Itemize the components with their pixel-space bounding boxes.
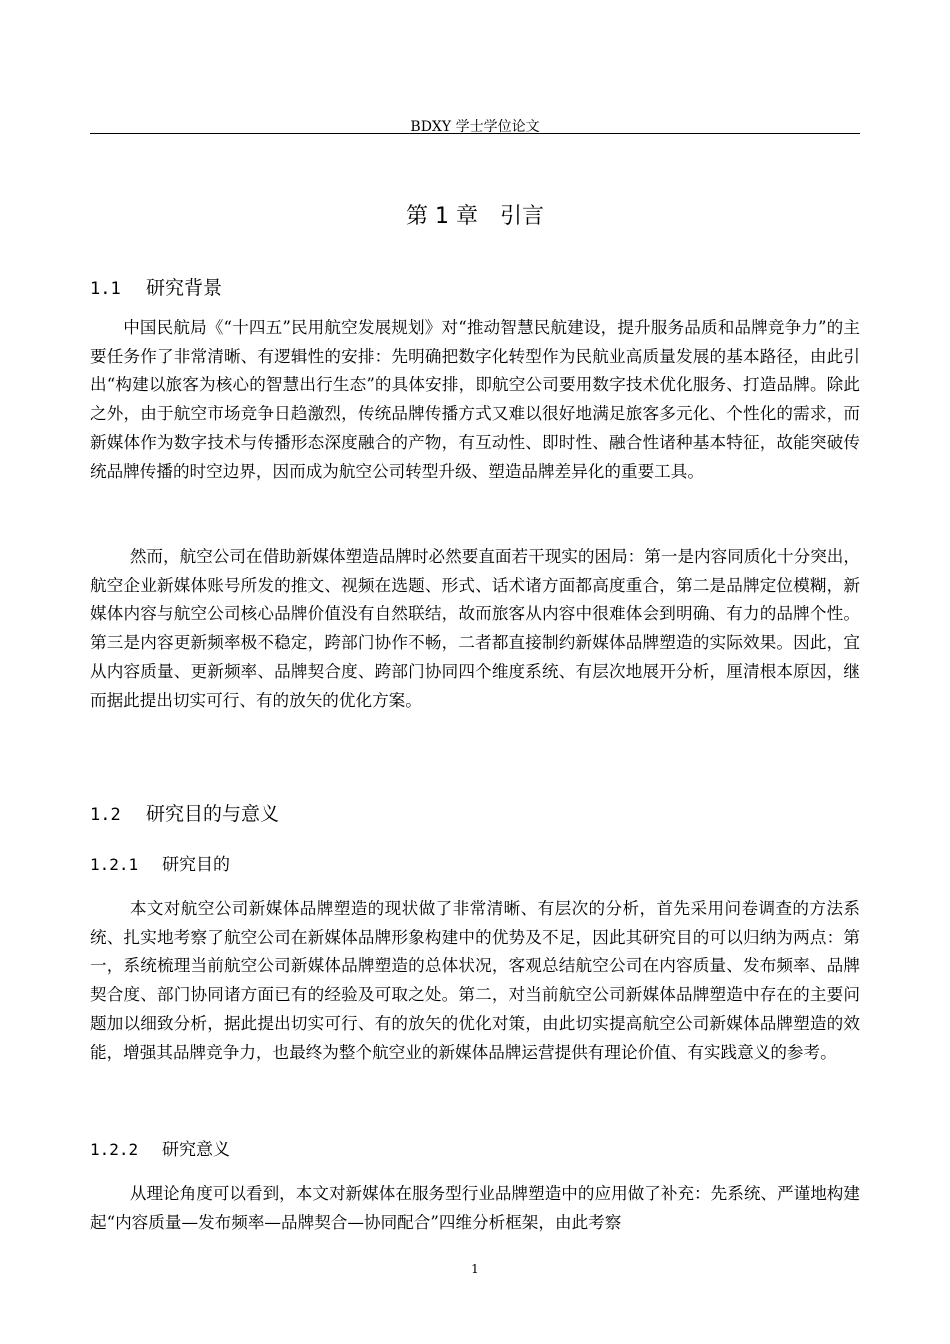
subsection-number: 1.2.2	[90, 1140, 139, 1159]
subsection-number: 1.2.1	[90, 855, 139, 874]
header-rule	[90, 133, 860, 134]
subsection-heading-1-2-2	[90, 1136, 230, 1164]
section-number: 1.2	[90, 805, 121, 825]
section-number: 1.1	[90, 279, 121, 299]
chapter-name: 引言	[499, 204, 544, 229]
running-header: BDXY 学士学位论文	[410, 119, 540, 135]
section-title: 研究背景	[146, 277, 223, 299]
section-heading-1-2	[90, 800, 279, 829]
subsection-title: 研究目的	[162, 855, 230, 875]
paragraph-purpose: 本文对航空公司新媒体品牌塑造的现状做了非常清晰、有层次的分析，首先采用问卷调查的方法系统、扎实地考察了航空公司在新媒体品牌形象构建中的优势及不足，因此其研究目的可以归纳为两点：第一，系统梳理当前航空公司新媒体品牌塑造的总体状况，客观总结航空公司在内容质量、发布频率、品牌契合度、部门协同诸方面已有的经验及可取之处。第二，对当前航空公司新媒体品牌塑造中存在的主要问题加以细致分析，据此提出切实可行、有的放矢的优化对策，由此切实提高航空公司新媒体品牌塑造的效能，增强其品牌竞争力，也最终为整个航空业的新媒体品牌运营提供有理论价值、有实践意义的参考。	[90, 899, 860, 1062]
page-number: 1	[471, 1262, 479, 1276]
section-heading-1-1	[90, 274, 222, 303]
paragraph-background-2: 然而，航空公司在借助新媒体塑造品牌时必然要直面若干现实的困局：第一是内容同质化十分突出，航空企业新媒体账号所发的推文、视频在选题、形式、话术诸方面都高度重合，第二是品牌定位模糊，新媒体内容与航空公司核心品牌价值没有自然联结，故而旅客从内容中很难体会到明确、有力的品牌个性。第三是内容更新频率极不稳定，跨部门协作不畅，二者都直接制约新媒体品牌塑造的实际效果。因此，宜从内容质量、更新频率、品牌契合度、跨部门协同四个维度系统、有层次地展开分析，厘清根本原因，继而据此提出切实可行、有的放矢的优化方案。	[90, 547, 860, 710]
chapter-title	[0, 202, 950, 232]
subsection-title: 研究意义	[162, 1140, 230, 1160]
paragraph-significance: 从理论角度可以看到，本文对新媒体在服务型行业品牌塑造中的应用做了补充：先系统、严谨地构建起“内容质量—发布频率—品牌契合—协同配合”四维分析框架，由此考察	[90, 1184, 860, 1232]
section-title: 研究目的与意义	[146, 803, 280, 825]
paragraph-background-1: 中国民航局《“十四五”民用航空发展规划》对“推动智慧民航建设，提升服务品质和品牌竞争力”的主要任务作了非常清晰、有逻辑性的安排：先明确把数字化转型作为民航业高质量发展的基本路径，由此引出“构建以旅客为核心的智慧出行生态”的具体安排，即航空公司要用数字技术优化服务、打造品牌。除此之外，由于航空市场竞争日趋激烈，传统品牌传播方式又难以很好地满足旅客多元化、个性化的需求，而新媒体作为数字技术与传播形态深度融合的产物，有互动性、即时性、融合性诸种基本特征，故能突破传统品牌传播的时空边界，因而成为航空公司转型升级、塑造品牌差异化的重要工具。	[90, 318, 860, 481]
subsection-heading-1-2-1	[90, 851, 230, 879]
chapter-number: 第 1 章	[406, 204, 478, 229]
